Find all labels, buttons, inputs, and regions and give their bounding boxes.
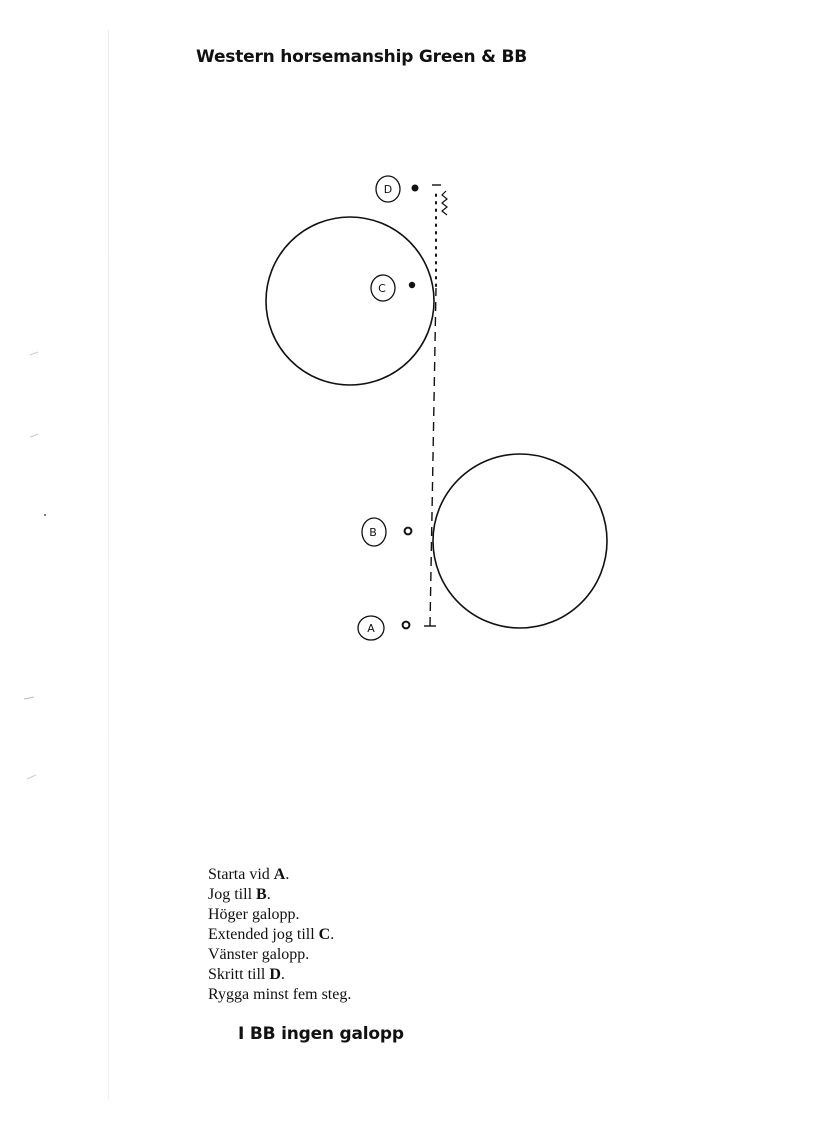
cone-b xyxy=(405,528,412,535)
scan-mark xyxy=(30,434,38,437)
backup-zigzag xyxy=(442,191,447,215)
instruction-line: Extended jog till C. xyxy=(208,926,335,943)
instructions-list xyxy=(208,865,351,1005)
cone-a xyxy=(403,622,410,629)
instruction-line: Starta vid A. xyxy=(208,866,290,883)
upper-circle xyxy=(266,217,434,385)
cone-d xyxy=(412,185,419,192)
instruction-line: Jog till B. xyxy=(208,886,271,903)
marker-d xyxy=(376,176,400,202)
instruction-line: Höger galopp. xyxy=(208,906,300,923)
jog-line xyxy=(430,288,436,626)
marker-b-label: B xyxy=(369,526,377,539)
class-note: I BB ingen galopp xyxy=(238,1024,404,1044)
scan-dot xyxy=(44,514,46,516)
page-title: Western horsemanship Green & BB xyxy=(196,47,527,67)
marker-c xyxy=(371,275,395,301)
instruction-line: Rygga minst fem steg. xyxy=(208,986,352,1003)
marker-a xyxy=(358,616,384,640)
scan-mark xyxy=(24,697,34,699)
lower-circle xyxy=(433,454,607,628)
marker-d-label: D xyxy=(383,183,393,196)
cone-c xyxy=(409,282,415,288)
marker-a-label: A xyxy=(367,622,375,635)
marker-b xyxy=(362,518,386,546)
instruction-line: Skritt till D. xyxy=(208,966,285,983)
scan-mark xyxy=(27,775,36,779)
marker-c-label: C xyxy=(378,282,386,295)
scan-mark xyxy=(30,352,38,355)
instruction-line: Vänster galopp. xyxy=(208,946,310,963)
